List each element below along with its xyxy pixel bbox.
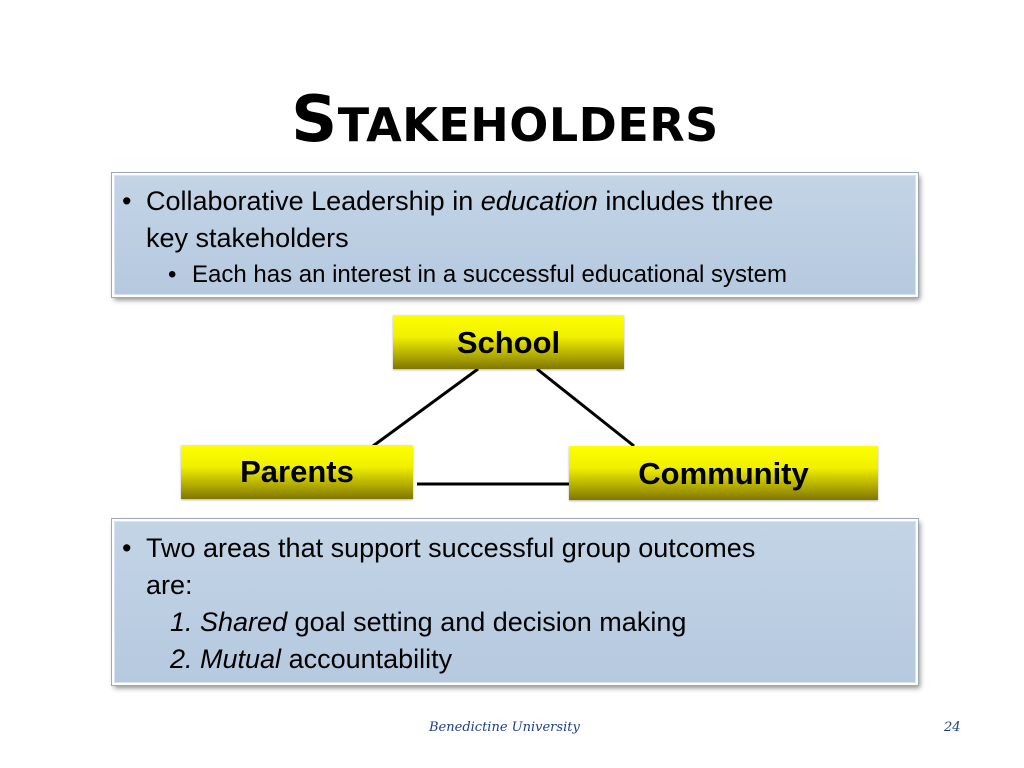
- bullet: •: [122, 533, 132, 563]
- box1-sub-bullet-text: Each has an interest in a successful educational system: [192, 261, 787, 288]
- title-rest: TAKEHOLDERS: [337, 98, 719, 152]
- parents-node: [181, 445, 413, 499]
- bullet: •: [122, 186, 132, 216]
- box2-line1: Two areas that support successful group outcomes: [146, 533, 756, 563]
- box1-line1-em: education: [480, 186, 598, 216]
- box1-line1-pre: Collaborative Leadership in: [146, 186, 481, 216]
- box2-item1-rest: goal setting and decision making: [287, 607, 687, 637]
- box2-bullet-line: [122, 530, 755, 566]
- box2-line2: are:: [146, 570, 193, 600]
- community-node: [569, 446, 878, 500]
- footer-institution: Benedictine University: [429, 720, 580, 735]
- group-outcomes-box: [112, 519, 918, 685]
- box1-line2: key stakeholders: [146, 223, 349, 253]
- box2-item1: [170, 604, 686, 640]
- sub-bullet: •: [168, 261, 177, 288]
- title-first-letter: S: [291, 83, 338, 157]
- school-node: [393, 315, 624, 369]
- box2-item1-em: 1. Shared: [170, 607, 288, 637]
- school-parents-connector: [373, 369, 478, 446]
- school-community-connector: [537, 369, 634, 446]
- community-label: Community: [638, 456, 809, 491]
- box2-item2: [170, 641, 452, 677]
- box1-line1-post: includes three: [597, 186, 774, 216]
- parents-label: Parents: [240, 454, 354, 489]
- box2-item2-rest: accountability: [281, 644, 453, 674]
- school-label: School: [456, 325, 561, 360]
- footer-page-number: 24: [944, 720, 961, 735]
- box2-item2-em: 2. Mutual: [170, 644, 282, 674]
